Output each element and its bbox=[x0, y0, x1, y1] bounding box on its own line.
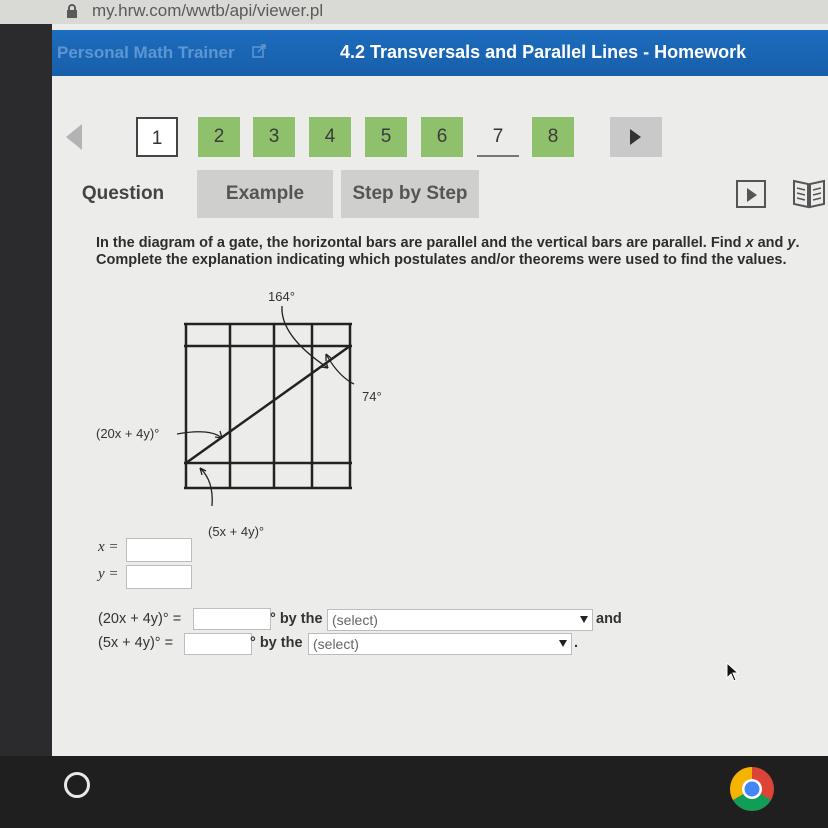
question-8-button[interactable]: 8 bbox=[532, 117, 574, 157]
question-2-button[interactable]: 2 bbox=[198, 117, 240, 157]
question-6-button[interactable]: 6 bbox=[421, 117, 463, 157]
tab-question[interactable]: Question bbox=[81, 183, 165, 204]
gate-diagram bbox=[92, 286, 452, 539]
angle-right-label: 74° bbox=[362, 389, 382, 404]
external-link-icon[interactable] bbox=[252, 44, 266, 58]
previous-question-button[interactable] bbox=[66, 124, 82, 150]
y-label: y = bbox=[98, 566, 119, 582]
page-content bbox=[52, 24, 828, 756]
eq1-by-the: ° by the bbox=[270, 611, 323, 627]
question-7-button[interactable]: 7 bbox=[477, 117, 519, 157]
angle-bottom-label: (5x + 4y)° bbox=[208, 524, 265, 539]
header-banner bbox=[52, 30, 828, 76]
question-1-button[interactable]: 1 bbox=[136, 117, 178, 157]
eq2-value-input[interactable] bbox=[184, 633, 252, 655]
eq1-reason-select[interactable]: (select) bbox=[327, 609, 593, 631]
x-answer-input[interactable] bbox=[126, 538, 192, 562]
next-question-button[interactable] bbox=[610, 117, 662, 157]
next-arrow-icon bbox=[630, 129, 641, 145]
os-shelf bbox=[0, 756, 828, 828]
url-text[interactable]: my.hrw.com/wwtb/api/viewer.pl bbox=[92, 1, 324, 20]
eq2-reason-select[interactable]: (select) bbox=[308, 633, 572, 655]
tab-step-by-step[interactable]: Step by Step bbox=[341, 170, 479, 218]
and-text: and bbox=[596, 611, 622, 627]
question-5-button[interactable]: 5 bbox=[365, 117, 407, 157]
mouse-cursor-icon bbox=[726, 662, 740, 682]
launcher-icon[interactable] bbox=[64, 772, 90, 798]
assignment-title: 4.2 Transversals and Parallel Lines - Homework bbox=[340, 42, 747, 62]
x-label: x = bbox=[98, 539, 119, 555]
lock-icon bbox=[66, 4, 78, 18]
question-prompt: In the diagram of a gate, the horizontal bars are parallel and the vertical bars are parallel. Find x and y. Complete the explanation indicating which postulates and/or theorems were used to find the values. bbox=[96, 235, 800, 268]
eq2-label: (5x + 4y)° = bbox=[98, 635, 174, 651]
book-icon[interactable] bbox=[792, 177, 826, 209]
tab-example[interactable]: Example bbox=[197, 170, 333, 218]
eq1-label: (20x + 4y)° = bbox=[98, 611, 182, 627]
eq2-by-the: ° by the bbox=[250, 635, 303, 651]
eq1-value-input[interactable] bbox=[193, 608, 271, 630]
angle-left-label: (20x + 4y)° bbox=[96, 426, 160, 441]
video-icon[interactable] bbox=[736, 180, 766, 208]
question-4-button[interactable]: 4 bbox=[309, 117, 351, 157]
y-answer-input[interactable] bbox=[126, 565, 192, 589]
brand-name[interactable]: Personal Math Trainer bbox=[57, 43, 235, 62]
angle-top-label: 164° bbox=[268, 289, 295, 304]
question-3-button[interactable]: 3 bbox=[253, 117, 295, 157]
period-text: . bbox=[574, 635, 579, 651]
chrome-icon[interactable] bbox=[728, 765, 776, 813]
browser-url-bar[interactable] bbox=[0, 0, 828, 24]
